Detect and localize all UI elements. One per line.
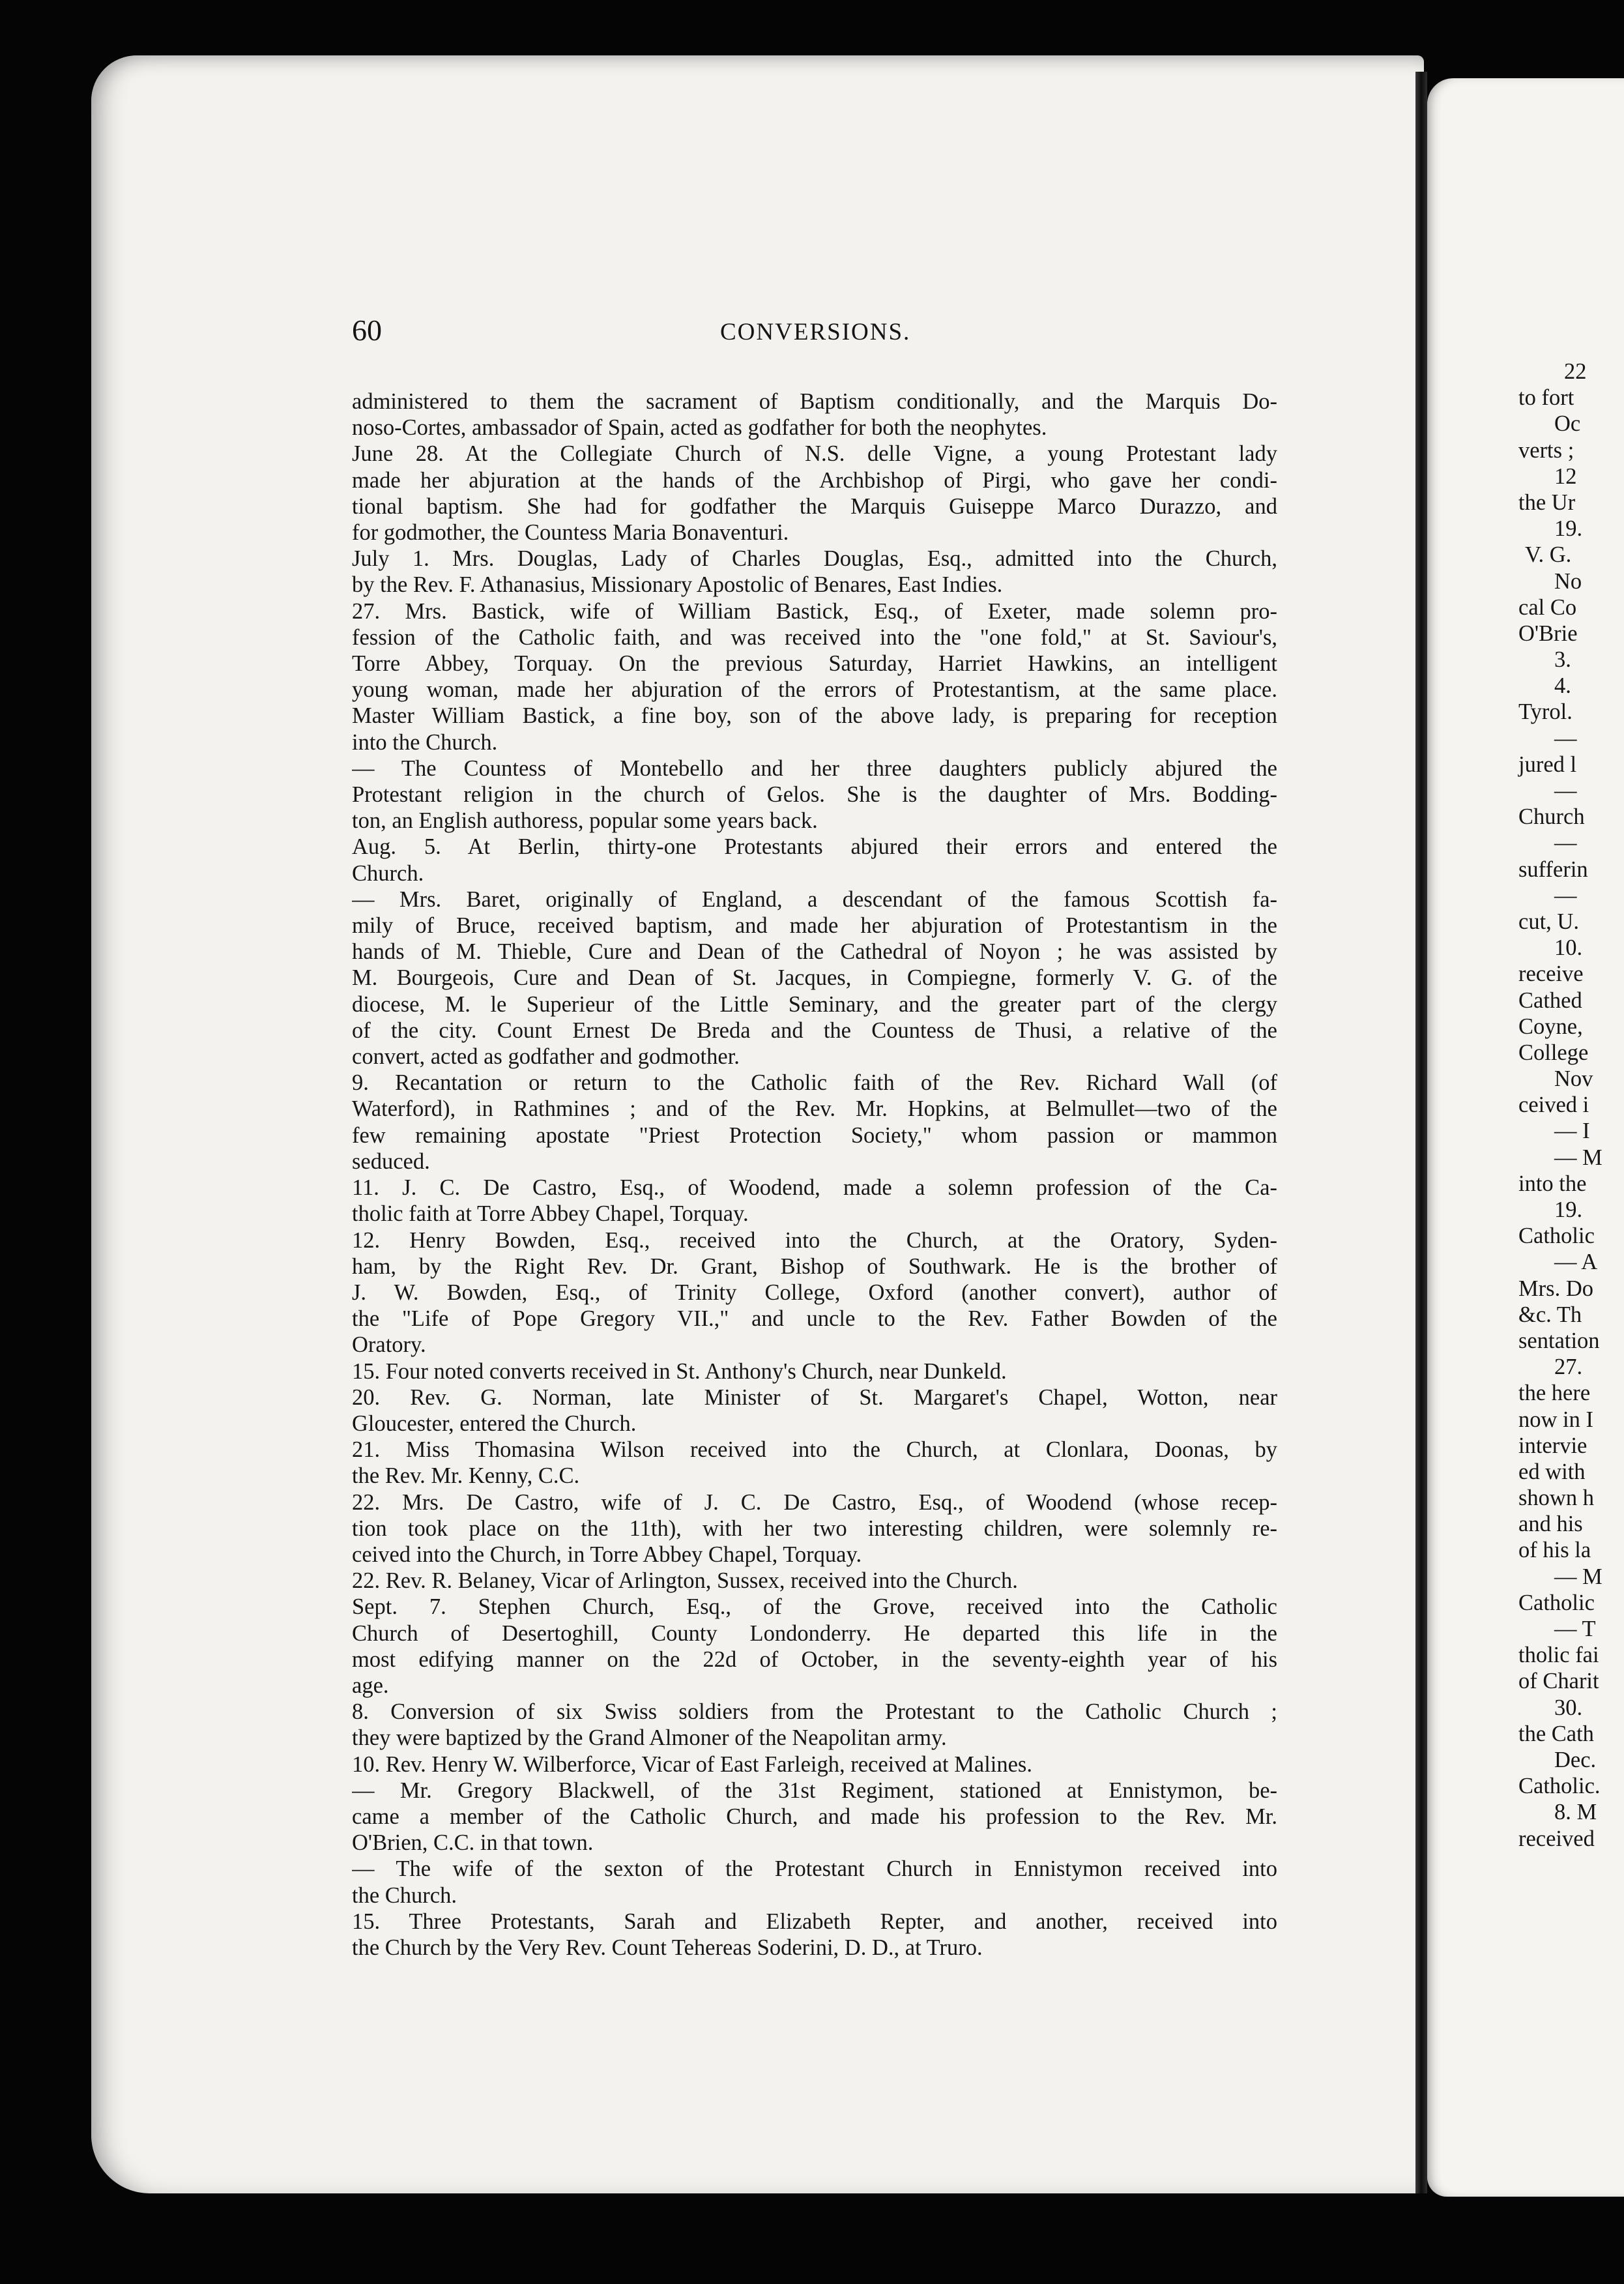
text-line: administered to them the sacrament of Baptism conditionally, and the Marquis Do- xyxy=(352,389,1277,414)
text-line: ceived into the Church, in Torre Abbey Chapel, Torquay. xyxy=(352,1542,862,1567)
right-page-fragment: of Charit xyxy=(1518,1669,1599,1694)
right-page-fragment: received xyxy=(1518,1826,1595,1851)
text-line: the Church by the Very Rev. Count Tehereas Soderini, D. D., at Truro. xyxy=(352,1935,983,1960)
right-page-fragment: shown h xyxy=(1518,1486,1594,1511)
right-page-fragment: Mrs. Do xyxy=(1518,1276,1594,1301)
right-page-fragment: intervie xyxy=(1518,1433,1588,1458)
text-line: age. xyxy=(352,1673,389,1698)
right-page-fragment: 10. xyxy=(1554,935,1583,961)
right-page-fragment: V. G. xyxy=(1525,542,1572,568)
right-page-fragment: 3. xyxy=(1554,647,1571,673)
right-page-fragment: sufferin xyxy=(1518,856,1588,882)
right-page-fragment: to fort xyxy=(1518,385,1574,411)
text-line: 12. Henry Bowden, Esq., received into the Church, at the Oratory, Syden- xyxy=(352,1227,1277,1253)
text-line: convert, acted as godfather and godmother. xyxy=(352,1044,740,1070)
right-page-fragment: — I xyxy=(1554,1119,1590,1144)
right-page-fragment: — M xyxy=(1554,1564,1602,1589)
text-line: the Rev. Mr. Kenny, C.C. xyxy=(352,1463,580,1489)
text-line: Protestant religion in the church of Gelos. She is the daughter of Mrs. Bodding- xyxy=(352,782,1277,808)
right-page-fragment: 19. xyxy=(1554,1197,1583,1222)
right-page-fragment: Tyrol. xyxy=(1518,699,1573,725)
right-page-fragment: receive xyxy=(1518,961,1584,987)
text-line: — The Countess of Montebello and her three daughters publicly abjured the xyxy=(352,755,1277,781)
right-page-text-fragments xyxy=(1518,359,1624,1852)
text-line: M. Bourgeois, Cure and Dean of St. Jacques, in Compiegne, formerly V. G. of the xyxy=(352,965,1277,991)
right-page-fragment: 19. xyxy=(1554,516,1583,542)
text-line: Sept. 7. Stephen Church, Esq., of the Grove, received into the Catholic xyxy=(352,1594,1277,1620)
right-page-fragment: Cathed xyxy=(1518,988,1582,1013)
right-page-fragment: — M xyxy=(1554,1145,1602,1170)
right-page-fragment: the Ur xyxy=(1518,490,1576,515)
page-header xyxy=(352,313,1277,352)
right-page-fragment: &c. Th xyxy=(1518,1302,1582,1327)
right-page-fragment: 4. xyxy=(1554,673,1571,699)
text-line: 10. Rev. Henry W. Wilberforce, Vicar of East Farleigh, received at Malines. xyxy=(352,1751,1032,1777)
text-line: noso-Cortes, ambassador of Spain, acted as godfather for both the neophytes. xyxy=(352,415,1047,441)
right-page-fragment: the here xyxy=(1518,1381,1591,1406)
text-line: young woman, made her abjuration of the errors of Protestantism, at the same place. xyxy=(352,677,1277,703)
text-line: Church of Desertoghill, County Londonderry. He departed this life in the xyxy=(352,1620,1277,1646)
text-line: J. W. Bowden, Esq., of Trinity College, Oxford (another convert), author of xyxy=(352,1280,1277,1305)
text-line: ton, an English authoress, popular some years back. xyxy=(352,808,818,834)
text-line: tional baptism. She had for godfather the Marquis Guiseppe Marco Durazzo, and xyxy=(352,493,1277,519)
text-line: Aug. 5. At Berlin, thirty-one Protestants abjured their errors and entered the xyxy=(352,834,1277,860)
text-line: June 28. At the Collegiate Church of N.S. delle Vigne, a young Protestant lady xyxy=(352,441,1277,467)
text-line: tholic faith at Torre Abbey Chapel, Torquay. xyxy=(352,1201,749,1227)
right-page-fragment: 27. xyxy=(1554,1354,1583,1380)
text-line: 21. Miss Thomasina Wilson received into the Church, at Clonlara, Doonas, by xyxy=(352,1437,1277,1463)
text-line: O'Brien, C.C. in that town. xyxy=(352,1830,594,1856)
right-page-fragment: Oc xyxy=(1554,411,1581,437)
text-line: 22. Rev. R. Belaney, Vicar of Arlington, Sussex, received into the Church. xyxy=(352,1568,1018,1594)
text-line: Oratory. xyxy=(352,1332,426,1358)
right-page-fragment: — xyxy=(1554,778,1577,803)
text-line: of the city. Count Ernest De Breda and the Countess de Thusi, a relative of the xyxy=(352,1018,1277,1043)
text-line: Master William Bastick, a fine boy, son of the above lady, is preparing for reception xyxy=(352,703,1277,729)
right-page-fragment: the Cath xyxy=(1518,1721,1594,1746)
right-page-fragment: tholic fai xyxy=(1518,1643,1599,1668)
right-page-fragment: Catholic xyxy=(1518,1590,1595,1615)
right-page-fragment: and his xyxy=(1518,1512,1583,1537)
text-line: — The wife of the sexton of the Protestant Church in Ennistymon received into xyxy=(352,1856,1277,1882)
running-head: CONVERSIONS. xyxy=(720,319,911,345)
right-page-fragment: 30. xyxy=(1554,1695,1583,1720)
right-page-fragment: — A xyxy=(1554,1250,1598,1275)
text-line: made her abjuration at the hands of the Archbishop of Pirgi, who gave her condi- xyxy=(352,467,1277,493)
text-line: 9. Recantation or return to the Catholic faith of the Rev. Richard Wall (of xyxy=(352,1070,1277,1096)
right-page-fragment: Coyne, xyxy=(1518,1014,1583,1039)
book-gutter xyxy=(1415,72,1427,2193)
right-page-fragment: 22 xyxy=(1564,359,1587,384)
text-line: 11. J. C. De Castro, Esq., of Woodend, made a solemn profession of the Ca- xyxy=(352,1175,1277,1201)
text-line: fession of the Catholic faith, and was received into the "one fold," at St. Saviour's, xyxy=(352,624,1277,650)
text-line: 15. Four noted converts received in St. Anthony's Church, near Dunkeld. xyxy=(352,1358,1007,1384)
text-line: most edifying manner on the 22d of October, in the seventy-eighth year of his xyxy=(352,1647,1277,1672)
text-line: Torre Abbey, Torquay. On the previous Saturday, Harriet Hawkins, an intelligent xyxy=(352,651,1277,677)
text-line: the Church. xyxy=(352,1882,457,1908)
text-line: Waterford), in Rathmines ; and of the Rev. Mr. Hopkins, at Belmullet—two of the xyxy=(352,1096,1277,1122)
right-page-fragment: cal Co xyxy=(1518,594,1577,620)
right-page-fragment: ceived i xyxy=(1518,1092,1589,1118)
right-page-fragment: cut, U. xyxy=(1518,909,1579,934)
text-line: diocese, M. le Superieur of the Little Seminary, and the greater part of the clergy xyxy=(352,991,1277,1017)
text-line: — Mrs. Baret, originally of England, a descendant of the famous Scottish fa- xyxy=(352,886,1277,912)
right-page-fragment: — xyxy=(1554,883,1577,908)
text-line: few remaining apostate "Priest Protection Society," whom passion or mammon xyxy=(352,1122,1277,1148)
text-line: hands of M. Thieble, Cure and Dean of the Cathedral of Noyon ; he was assisted by xyxy=(352,939,1277,965)
text-line: into the Church. xyxy=(352,729,498,755)
text-line: — Mr. Gregory Blackwell, of the 31st Regiment, stationed at Ennistymon, be- xyxy=(352,1778,1277,1803)
text-line: they were baptized by the Grand Almoner of the Neapolitan army. xyxy=(352,1725,947,1751)
right-page-fragment: Catholic. xyxy=(1518,1774,1601,1799)
right-page-fragment: O'Brie xyxy=(1518,621,1578,646)
text-line: mily of Bruce, received baptism, and made her abjuration of Protestantism in the xyxy=(352,913,1277,939)
text-line: tion took place on the 11th), with her two interesting children, were solemnly re- xyxy=(352,1515,1277,1541)
text-line: by the Rev. F. Athanasius, Missionary Apostolic of Benares, East Indies. xyxy=(352,572,1003,598)
right-page-fragment: ed with xyxy=(1518,1459,1586,1484)
right-page-fragment: sentation xyxy=(1518,1328,1600,1353)
right-page-fragment: verts ; xyxy=(1518,437,1574,463)
text-line: seduced. xyxy=(352,1149,430,1174)
right-page-fragment: Dec. xyxy=(1554,1747,1597,1772)
right-page-fragment: — T xyxy=(1554,1617,1596,1641)
text-line: for godmother, the Countess Maria Bonaventuri. xyxy=(352,520,789,546)
right-page-fragment: Catholic xyxy=(1518,1223,1595,1249)
text-line: Gloucester, entered the Church. xyxy=(352,1411,637,1436)
text-line: 20. Rev. G. Norman, late Minister of St. Margaret's Chapel, Wotton, near xyxy=(352,1384,1277,1410)
right-page-fragment: of his la xyxy=(1518,1538,1591,1563)
text-line: Church. xyxy=(352,860,424,886)
right-page-fragment: College xyxy=(1518,1040,1589,1065)
page-number: 60 xyxy=(352,314,382,347)
right-page-fragment: No xyxy=(1554,568,1582,594)
right-page-fragment: jured l xyxy=(1518,752,1577,777)
right-page-fragment: Nov xyxy=(1554,1066,1593,1092)
text-line: ham, by the Right Rev. Dr. Grant, Bishop of Southwark. He is the brother of xyxy=(352,1253,1277,1279)
text-line: 8. Conversion of six Swiss soldiers from the Protestant to the Catholic Church ; xyxy=(352,1699,1277,1725)
right-page-fragment: now in I xyxy=(1518,1407,1593,1432)
right-page-fragment: 8. M xyxy=(1554,1800,1597,1825)
right-page-fragment: — xyxy=(1554,830,1577,856)
text-line: 27. Mrs. Bastick, wife of William Bastick, Esq., of Exeter, made solemn pro- xyxy=(352,598,1277,624)
body-text xyxy=(352,388,1277,1961)
text-line: the "Life of Pope Gregory VII.," and uncle to the Rev. Father Bowden of the xyxy=(352,1306,1277,1332)
right-page-fragment: Church xyxy=(1518,804,1585,830)
text-line: July 1. Mrs. Douglas, Lady of Charles Douglas, Esq., admitted into the Church, xyxy=(352,546,1277,572)
text-line: 15. Three Protestants, Sarah and Elizabeth Repter, and another, received into xyxy=(352,1909,1277,1934)
right-page-fragment: into the xyxy=(1518,1171,1587,1196)
text-line: came a member of the Catholic Church, and made his profession to the Rev. Mr. xyxy=(352,1804,1277,1829)
right-page-fragment: 12 xyxy=(1554,463,1577,489)
right-page-fragment: — xyxy=(1554,725,1577,751)
text-line: 22. Mrs. De Castro, wife of J. C. De Castro, Esq., of Woodend (whose recep- xyxy=(352,1489,1277,1515)
